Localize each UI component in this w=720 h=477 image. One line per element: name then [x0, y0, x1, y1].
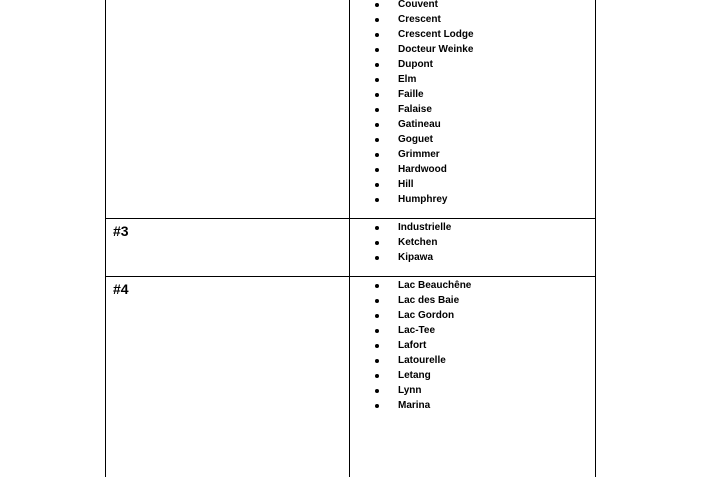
list-item: Lac des Baie	[374, 293, 471, 308]
list-item: Latourelle	[374, 353, 471, 368]
street-list	[374, 278, 471, 413]
list-item: Lac Beauchêne	[374, 278, 471, 293]
sector-cell	[106, 0, 350, 218]
table-row	[106, 219, 595, 277]
list-item: Hardwood	[374, 162, 474, 177]
list-item: Kipawa	[374, 250, 451, 265]
list-item: Couvent	[374, 0, 474, 12]
list-item: Elm	[374, 72, 474, 87]
list-item: Marina	[374, 398, 471, 413]
list-item: Humphrey	[374, 192, 474, 207]
sector-label: #4	[113, 281, 129, 297]
list-item: Lynn	[374, 383, 471, 398]
list-item: Lafort	[374, 338, 471, 353]
table-row	[106, 277, 595, 477]
sector-cell	[106, 219, 350, 276]
streets-cell	[350, 277, 595, 477]
list-item: Falaise	[374, 102, 474, 117]
list-item: Faille	[374, 87, 474, 102]
sector-street-table	[105, 0, 596, 477]
list-item: Crescent Lodge	[374, 27, 474, 42]
list-item: Goguet	[374, 132, 474, 147]
street-list	[374, 220, 451, 265]
list-item: Dupont	[374, 57, 474, 72]
list-item: Industrielle	[374, 220, 451, 235]
table-row	[106, 0, 595, 219]
streets-cell	[350, 219, 595, 276]
sector-cell	[106, 277, 350, 477]
street-list	[374, 0, 474, 207]
list-item: Grimmer	[374, 147, 474, 162]
list-item: Lac Gordon	[374, 308, 471, 323]
sector-label: #3	[113, 223, 129, 239]
list-item: Crescent	[374, 12, 474, 27]
list-item: Ketchen	[374, 235, 451, 250]
list-item: Lac-Tee	[374, 323, 471, 338]
list-item: Docteur Weinke	[374, 42, 474, 57]
list-item: Gatineau	[374, 117, 474, 132]
streets-cell	[350, 0, 595, 218]
list-item: Hill	[374, 177, 474, 192]
list-item: Letang	[374, 368, 471, 383]
